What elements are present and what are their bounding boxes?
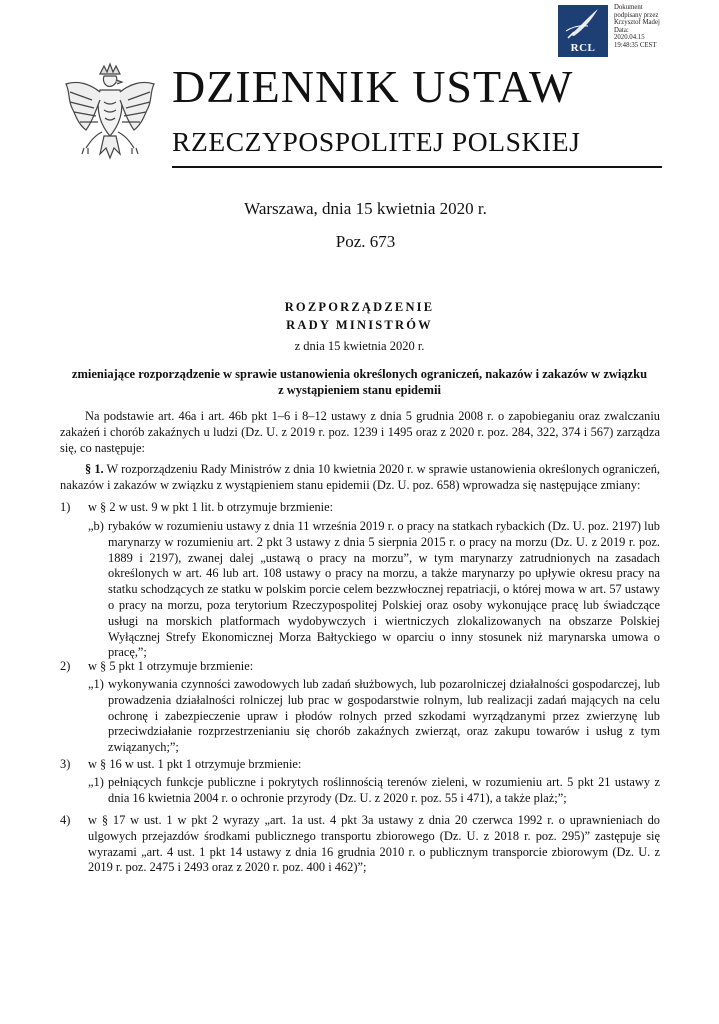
act-title: [0, 366, 719, 398]
signature-stamp-logo: [558, 5, 608, 57]
point-number: 4): [60, 813, 71, 827]
stamp-line: podpisany przez: [614, 11, 659, 19]
stamp-line: 19:48:35 CEST: [614, 41, 657, 49]
act-date: z dnia 15 kwietnia 2020 r.: [294, 339, 425, 353]
act-issuer: RADY MINISTRÓW: [286, 318, 433, 332]
amendment-text: wykonywania czynności zawodowych lub zadań służbowych, lub pozarolniczej działalności gospodarczej, lub prowadzenia działalności rolniczej lub prac w gospodarstwie rolnym, lub realizacji zadań mających na celu ochronę i zabezpieczenie upraw i płodów rolnych przed szkodami wyrządzanymi przez zwierzynę lub przeciwdziałanie rozprzestrzenianiu się chorób zakaźnych zwierząt, oraz zakupu towarów i usług z tym związanych;”;: [108, 677, 660, 755]
position-number: Poz. 673: [335, 232, 396, 251]
place-and-date: Warszawa, dnia 15 kwietnia 2020 r.: [244, 199, 487, 218]
point-lead: w § 16 w ust. 1 pkt 1 otrzymuje brzmienie:: [88, 757, 302, 771]
stamp-line: Data:: [614, 26, 629, 34]
quill-icon: [558, 5, 608, 41]
point-number: 3): [60, 757, 71, 771]
legal-basis-paragraph: Na podstawie art. 46a i art. 46b pkt 1–6 i 8–12 ustawy z dnia 5 grudnia 2008 r. o zapobieganiu oraz zwalczaniu zakażeń i chorób zakaźnych u ludzi (Dz. U. z 2019 r. poz. 1239 i 1495 oraz z 2020 r. poz. 284, 322, 374 i 567) zarządza się, co następuje:: [60, 409, 660, 455]
journal-subtitle: RZECZYPOSPOLITEJ POLSKIEJ: [172, 126, 581, 157]
act-type: ROZPORZĄDZENIE: [284, 300, 435, 314]
journal-title: DZIENNIK USTAW: [172, 61, 574, 112]
point-text: w § 17 w ust. 1 w pkt 2 wyrazy „art. 1a ust. 4 pkt 3a ustawy z dnia 20 czerwca 1992 r. o uprawnieniach do ulgowych przejazdów środkami publicznego transportu zbiorowego (Dz. U. z 2018 r. poz. 295)” zastępuje się wyrazami „art. 4 ust. 1 pkt 14 ustawy z dnia 16 grudnia 2010 r. o publicznym transporcie zbiorowym (Dz. U. z 2019 r. poz. 2475 i 2493 oraz z 2020 r. poz. 400 i 462)”;: [88, 813, 660, 875]
amendment-text: pełniących funkcje publiczne i pokrytych roślinnością terenów zieleni, w rozumieniu art. 5 pkt 21 ustawy z dnia 16 kwietnia 2004 r. o ochronie przyrody (Dz. U. z 2020 r. poz. 55 i 471), a także plaż;”;: [108, 775, 660, 805]
point-amendment: [88, 677, 660, 756]
stamp-line: Krzysztof Madej: [614, 19, 660, 27]
point-lead: w § 2 w ust. 9 w pkt 1 lit. b otrzymuje brzmienie:: [88, 500, 334, 514]
point-amendment: [88, 519, 660, 661]
point-number: 2): [60, 659, 71, 673]
point-lead: w § 5 pkt 1 otrzymuje brzmienie:: [88, 659, 254, 673]
section-1-label: § 1.: [85, 462, 104, 476]
act-title-line: z wystąpieniem stanu epidemii: [278, 383, 441, 397]
title-divider: [172, 166, 662, 168]
point-amendment: [88, 775, 660, 807]
amendment-label: „1): [88, 677, 104, 691]
amendment-label: „b): [88, 519, 104, 533]
section-1-text: W rozporządzeniu Rady Ministrów z dnia 10 kwietnia 2020 r. w sprawie ustanowienia określonych ograniczeń, nakazów i zakazów w związku z wystąpieniem stanu epidemii (Dz. U. poz. 658) wprowadza się następujące zmiany:: [60, 462, 660, 492]
act-title-line: zmieniające rozporządzenie w sprawie ustanowienia określonych ograniczeń, nakazów i zakazów w związku: [71, 367, 648, 381]
stamp-line: 2020.04.15: [614, 34, 645, 42]
point-number: 1): [60, 500, 71, 514]
eagle-emblem-icon: [60, 62, 160, 172]
amendment-label: „1): [88, 775, 104, 789]
amendment-text: rybaków w rozumieniu ustawy z dnia 11 września 2019 r. o pracy na statkach rybackich (Dz. U. poz. 2197) lub marynarzy w rozumieniu art. 2 pkt 3 ustawy z dnia 5 sierpnia 2015 r. o pracy na morzu (Dz. U. z 2019 r. poz. 1889 i 2197), zwanej dalej „ustawą o pracy na morzu”, w tym marynarzy zatrudnionych na zasadach określonych w art. 46 lub art. 108 ustawy o pracy na morzu, a także marynarzy po upływie okresu pracy na statku schodzących ze statku w polskim porcie celem bezzwłocznej repatriacji, o której mowa w art. 57 ustawy o pracy na morzu, poza terytorium Rzeczypospolitej Polskiej oraz osoby wykonujące pracę lub świadczące usługi na morskich platformach wydobywczych i wiertniczych zlokalizowanych na obszarze Polskiej Wyłącznej Strefy Ekonomicznej Morza Bałtyckiego w oparciu o inny stosunek niż marynarska umowa o pracę,”;: [108, 519, 660, 660]
section-1-paragraph: [60, 462, 660, 494]
stamp-line: Dokument: [614, 4, 643, 11]
signature-stamp-text: [614, 4, 714, 50]
stamp-logo-text: RCL: [570, 42, 596, 54]
